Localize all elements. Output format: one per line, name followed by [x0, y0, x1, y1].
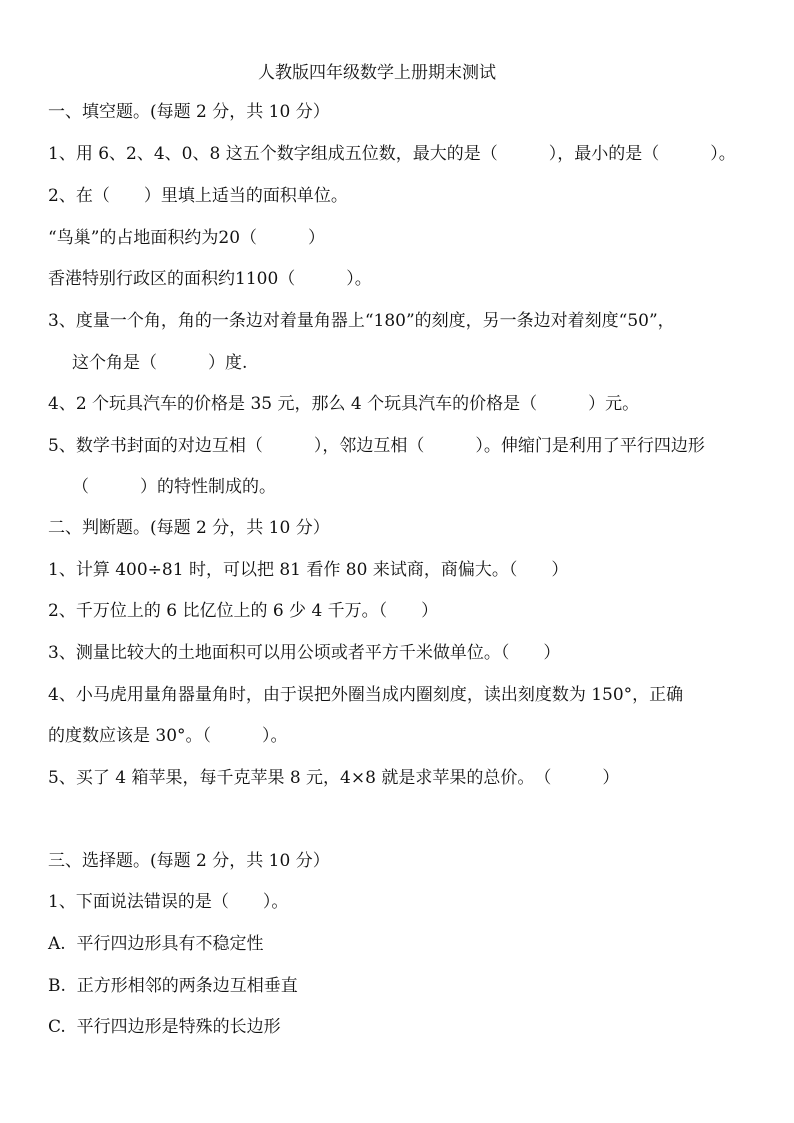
section-heading-true-false: 二、判断题。(每题 2 分，共 10 分） — [48, 518, 330, 538]
question-2-1: 1、计算 400÷81 时，可以把 81 看作 80 来试商，商偏大。（ ） — [48, 560, 569, 580]
question-1-2: 2、在（ ）里填上适当的面积单位。 — [48, 186, 348, 206]
question-1-2b: 香港特别行政区的面积约1100（ ）。 — [48, 269, 372, 289]
question-1-3-line2: 这个角是（ ）度. — [72, 353, 248, 373]
question-1-3-line1: 3、度量一个角，角的一条边对着量角器上“180”的刻度，另一条边对着刻度“50”， — [48, 311, 675, 331]
question-1-5-line1: 5、数学书封面的对边互相（ ），邻边互相（ ）。伸缩门是利用了平行四边形 — [48, 436, 705, 456]
question-1-4: 4、2 个玩具汽车的价格是 35 元，那么 4 个玩具汽车的价格是（ ）元。 — [48, 394, 640, 414]
question-2-2: 2、千万位上的 6 比亿位上的 6 少 4 千万。（ ） — [48, 601, 439, 621]
question-1-5-line2: （ ）的特性制成的。 — [72, 477, 276, 497]
question-3-1: 1、下面说法错误的是（ ）。 — [48, 892, 289, 912]
option-a: A. 平行四边形具有不稳定性 — [48, 934, 264, 954]
section-heading-multiple-choice: 三、选择题。(每题 2 分，共 10 分） — [48, 851, 330, 871]
section-heading-fill-blank: 一、填空题。(每题 2 分，共 10 分） — [48, 102, 330, 122]
question-2-3: 3、测量比较大的土地面积可以用公顷或者平方千米做单位。（ ） — [48, 643, 561, 663]
option-c: C. 平行四边形是特殊的长边形 — [48, 1017, 281, 1037]
question-1-2a: “鸟巢”的占地面积约为20（ ） — [48, 228, 326, 248]
question-2-4-line1: 4、小马虎用量角器量角时，由于误把外圈当成内圈刻度，读出刻度数为 150°，正确 — [48, 685, 684, 705]
question-2-4-line2: 的度数应该是 30°。（ ）。 — [48, 726, 288, 746]
question-2-5: 5、买了 4 箱苹果，每千克苹果 8 元，4×8 就是求苹果的总价。 （ ） — [48, 768, 620, 788]
option-b: B. 正方形相邻的两条边互相垂直 — [48, 976, 298, 996]
page-title: 人教版四年级数学上册期末测试 — [258, 63, 496, 83]
question-1-1: 1、用 6、2、4、0、8 这五个数字组成五位数，最大的是（ ），最小的是（ ）。 — [48, 144, 736, 164]
